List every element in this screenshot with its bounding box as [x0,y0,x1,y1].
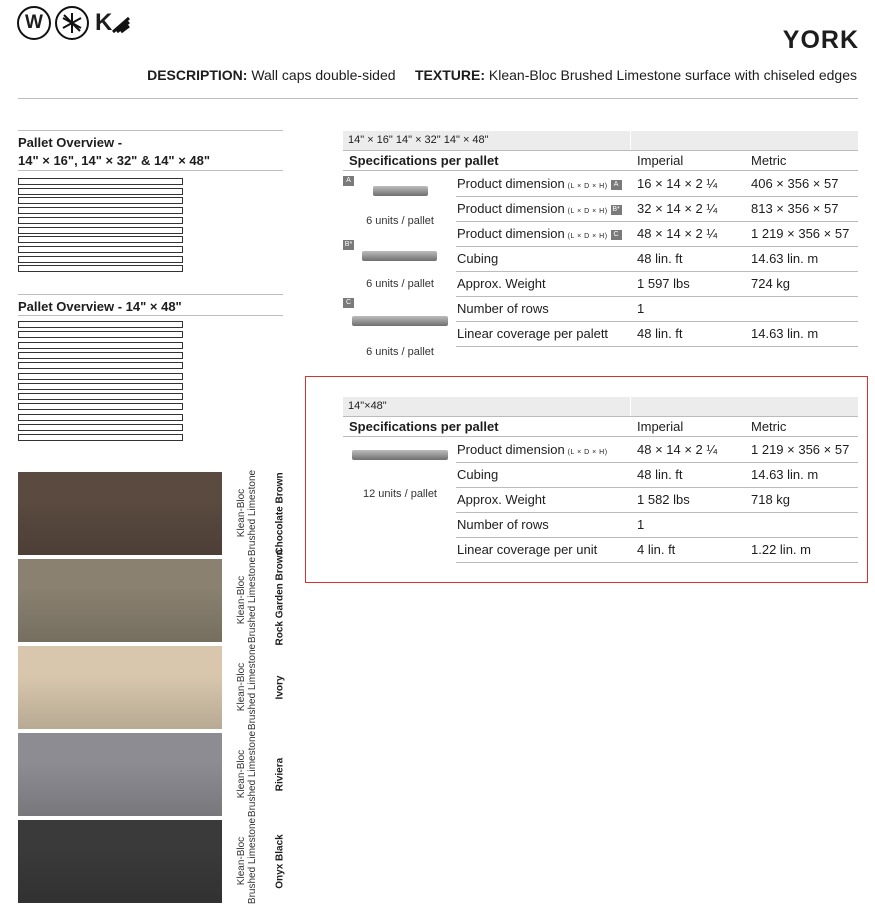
spec-row [456,297,858,322]
spec-row-label [457,276,546,291]
texture-label: TEXTURE: [415,67,485,83]
product-image-a [373,186,428,196]
spec-row-tag: A [611,180,622,190]
swatch-material-line2: Brushed Limestone [247,817,258,905]
product-image-b [362,251,437,261]
spec-row-metric: 1.22 lin. m [751,542,811,557]
swatch-color-name: Chocolate Brown [274,472,286,555]
pallet-plank [18,352,183,359]
pallet-plank [18,373,183,380]
spec-table-2-header-metric: Metric [751,419,787,434]
swatch-color-name: Onyx Black [274,834,286,889]
units-per-pallet-a: 6 units / pallet [366,215,434,227]
color-swatch [18,733,222,816]
spec-row-label [457,442,608,457]
spec-row-tag: C [611,230,622,240]
spec-row-label [457,226,622,241]
pallet-plank [18,246,183,253]
pallet-overview-2-divider [18,294,283,295]
spec-row-imperial: 1 582 lbs [637,492,690,507]
pallet-diagram-2 [18,320,186,445]
pallet-plank [18,403,183,410]
pallet-plank [18,342,183,349]
pallet-plank [18,414,183,421]
spec-table-1-header [343,150,858,171]
spec-row-label-text: Cubing [457,251,499,266]
spec-row-metric: 406 × 356 × 57 [751,176,839,191]
page-title: YORK [782,26,859,54]
spec-row-label [457,492,546,507]
spec-row [456,247,858,272]
spec-row [456,322,858,347]
units-per-pallet-48: 12 units / pallet [363,488,437,500]
swatch-material [236,729,258,819]
pallet-plank [18,236,183,243]
swatch-material [236,555,258,645]
spec-row-imperial: 48 lin. ft [637,467,683,482]
spec-row [456,538,858,563]
pallet-plank [18,362,183,369]
spec-row-imperial: 32 × 14 × 2 ¼ [637,201,718,216]
product-image-c [352,316,448,326]
spec-row-label-text: Cubing [457,467,499,482]
swatch-material [236,468,258,558]
spec-row-imperial: 48 lin. ft [637,326,683,341]
spec-row-label-text: Product dimension [457,176,565,191]
spec-row-label-text: Linear coverage per palett [457,326,609,341]
spec-row-imperial: 48 lin. ft [637,251,683,266]
swatch-material-line1: Klean-Bloc [236,836,247,886]
product-tag-b: B* [344,241,353,248]
kb-logo-icon: K [95,9,131,37]
spec-row-metric: 14.63 lin. m [751,251,819,266]
pallet-plank [18,217,183,224]
spec-row-label-text: Approx. Weight [457,276,546,291]
pallet-overview-1-title-line2: 14" × 16", 14" × 32" & 14" × 48" [18,153,211,168]
spec-row-label [457,542,597,557]
product-tag-c: C [343,298,354,308]
pallet-plank [18,331,183,338]
pallet-plank [18,256,183,263]
spec-row-unit-hint: (L × D × H) [567,233,608,240]
units-per-pallet-b: 6 units / pallet [366,278,434,290]
pallet-plank [18,197,183,204]
spec-row [456,438,858,463]
spec-row-label-text: Linear coverage per unit [457,542,598,557]
spec-table-2 [343,397,858,437]
spec-row-label [457,201,622,216]
spec-row-metric: 14.63 lin. m [751,326,819,341]
spec-row-label-text: Number of rows [457,301,549,316]
pallet-plank [18,321,183,328]
swatch-material-line1: Klean-Bloc [236,662,247,712]
spec-row-metric: 14.63 lin. m [751,467,819,482]
pallet-diagram-1 [18,178,186,278]
spec-row [456,463,858,488]
product-image-48 [352,450,448,460]
swatch-color-name: Rock Garden Brown [274,549,286,646]
pallet-plank [18,207,183,214]
spec-row-metric: 1 219 × 356 × 57 [751,442,850,457]
spec-row-imperial: 1 [637,517,645,532]
spec-row-label [457,176,622,191]
swatch-material [236,816,258,906]
pallet-overview-1-title-line1: Pallet Overview - [18,135,123,150]
spec-table-1-sizes-text: 14" × 16" 14" × 32" 14" × 48" [348,134,489,146]
spec-row-imperial: 4 lin. ft [637,542,676,557]
spec-row-label-text: Product dimension [457,442,565,457]
spec-table-2-sizes [343,397,858,416]
color-swatch [18,820,222,903]
pallet-overview-1-divider [18,130,283,131]
pallet-overview-2-underline [18,315,283,316]
spec-row-label [457,517,549,532]
spec-row-label-text: Approx. Weight [457,492,546,507]
snowflake-icon [55,6,89,40]
spec-row-unit-hint: (L × D × H) [567,183,608,190]
swatch-material-line2: Brushed Limestone [247,643,258,731]
spec-table-1-header-label: Specifications per pallet [349,153,499,168]
pallet-plank [18,383,183,390]
color-swatch [18,646,222,729]
pallet-plank [18,434,183,441]
swatch-material-line1: Klean-Bloc [236,575,247,625]
spec-table-1-header-metric: Metric [751,153,787,168]
spec-row [456,513,858,538]
swatch-color-name: Ivory [274,675,286,700]
swatch-material-line2: Brushed Limestone [247,556,258,644]
description-line [147,67,857,83]
swatch-material-line1: Klean-Bloc [236,749,247,799]
spec-row [456,272,858,297]
spec-row [456,222,858,247]
spec-row-imperial: 48 × 14 × 2 ¼ [637,226,718,241]
swatch-color-name: Riviera [274,757,286,792]
header-divider [18,98,858,99]
swatch-material-line2: Brushed Limestone [247,730,258,818]
spec-row-imperial: 16 × 14 × 2 ¼ [637,176,718,191]
spec-row [456,197,858,222]
spec-row-unit-hint: (L × D × H) [567,449,608,456]
pallet-plank [18,424,183,431]
spec-row [456,172,858,197]
color-swatch [18,472,222,555]
spec-row-metric: 813 × 356 × 57 [751,201,839,216]
spec-row-label [457,467,498,482]
w-logo-icon: W [17,6,51,40]
spec-row-tag: B* [612,205,620,213]
spec-table-2-header-label: Specifications per pallet [349,419,499,434]
pallet-plank [18,265,183,272]
product-tag-a: A [343,176,354,186]
description-label: DESCRIPTION: [147,67,248,83]
spec-table-2-sizes-text: 14"×48" [348,400,387,412]
brand-logos [17,6,131,40]
spec-table-2-header [343,416,858,437]
swatch-material [236,642,258,732]
spec-row-metric: 1 219 × 356 × 57 [751,226,850,241]
spec-row-label-text: Number of rows [457,517,549,532]
color-swatch [18,559,222,642]
spec-table-2-header-imperial: Imperial [637,419,684,434]
spec-row-label [457,251,498,266]
pallet-plank [18,227,183,234]
pallet-plank [18,393,183,400]
spec-row-unit-hint: (L × D × H) [567,208,608,215]
pallet-overview-1-title [18,134,210,170]
swatch-material-line1: Klean-Bloc [236,488,247,538]
spec-row-label-text: Product dimension [457,226,565,241]
spec-table-1-header-imperial: Imperial [637,153,684,168]
spec-row-metric: 718 kg [751,492,791,507]
spec-row-imperial: 1 597 lbs [637,276,690,291]
spec-row-label [457,301,549,316]
spec-table-1 [343,131,858,171]
pallet-overview-2-title: Pallet Overview - 14" × 48" [18,299,182,314]
pallet-plank [18,188,183,195]
pallet-plank [18,178,183,185]
spec-row-imperial: 1 [637,301,645,316]
swatch-material-line2: Brushed Limestone [247,469,258,557]
units-per-pallet-c: 6 units / pallet [366,346,434,358]
description-value: Wall caps double-sided [251,67,396,83]
spec-row-imperial: 48 × 14 × 2 ¼ [637,442,718,457]
spec-table-1-sizes [343,131,858,150]
spec-row [456,488,858,513]
pallet-overview-1-underline [18,170,283,171]
spec-row-metric: 724 kg [751,276,791,291]
spec-row-label-text: Product dimension [457,201,565,216]
spec-row-label [457,326,608,341]
texture-value: Klean-Bloc Brushed Limestone surface with chiseled edges [488,67,857,83]
